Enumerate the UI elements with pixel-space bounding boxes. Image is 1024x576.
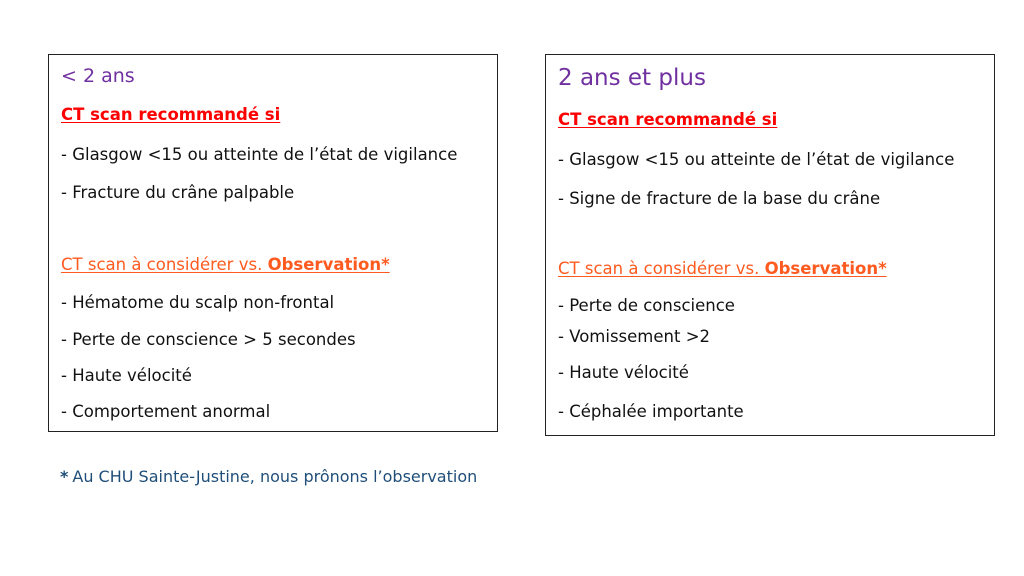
left-recommend-item: - Fracture du crâne palpable (61, 183, 295, 202)
left-consider-header (61, 255, 390, 274)
left-criteria-box (48, 54, 498, 432)
right-consider-item: - Haute vélocité (558, 363, 689, 382)
footnote-marker: * (60, 467, 69, 486)
left-consider-item: - Hématome du scalp non-frontal (61, 293, 335, 312)
left-box-title: < 2 ans (61, 65, 135, 87)
left-recommend-item: - Glasgow <15 ou atteinte de l’état de vigilance (61, 145, 458, 164)
right-recommend-item: - Signe de fracture de la base du crâne (558, 189, 881, 208)
right-consider-item: - Céphalée importante (558, 402, 744, 421)
left-consider-item: - Comportement anormal (61, 402, 271, 421)
footnote-text: Au CHU Sainte-Justine, nous prônons l’observation (72, 467, 478, 486)
right-criteria-box (545, 54, 995, 436)
left-consider-item: - Haute vélocité (61, 366, 192, 385)
right-recommend-header: CT scan recommandé si (558, 110, 778, 129)
right-box-title: 2 ans et plus (558, 65, 706, 91)
right-recommend-item: - Glasgow <15 ou atteinte de l’état de vigilance (558, 150, 955, 169)
right-consider-item: - Perte de conscience (558, 296, 735, 315)
right-consider-header-prefix: CT scan à considérer vs. (558, 259, 765, 278)
left-consider-header-emphasis: Observation* (267, 255, 390, 274)
left-recommend-header: CT scan recommandé si (61, 105, 281, 124)
right-consider-header-emphasis: Observation* (764, 259, 887, 278)
right-consider-item: - Vomissement >2 (558, 327, 711, 346)
left-consider-item: - Perte de conscience > 5 secondes (61, 330, 356, 349)
footnote (60, 467, 477, 486)
left-consider-header-prefix: CT scan à considérer vs. (61, 255, 268, 274)
right-consider-header (558, 259, 887, 278)
